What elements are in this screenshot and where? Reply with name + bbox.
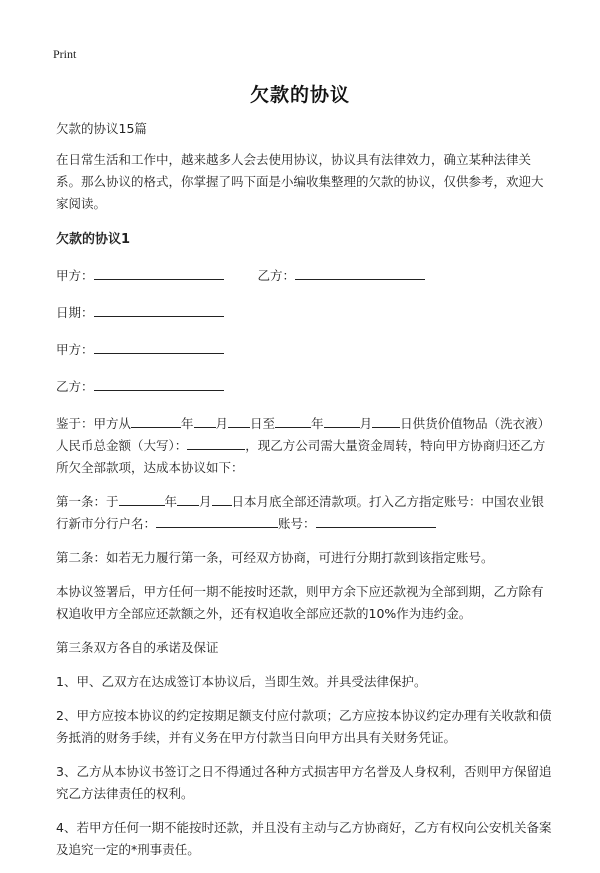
whereas-text-8: ，现乙方公司需大量资金周转，特向甲方协商归还乙方所欠全部款项，达成本协议如下： bbox=[56, 438, 546, 475]
party-b-label: 乙方： bbox=[257, 268, 296, 283]
article-1-text-4: 日本月底全部还清款项。打入乙方指定账号：中国农业银行新市分行户名： bbox=[56, 494, 545, 531]
end-year-blank bbox=[275, 413, 311, 428]
start-year-blank bbox=[131, 413, 181, 428]
list-item: 2、甲方应按本协议的约定按期足额支付应付款项；乙方应按本协议约定办理有关收款和债务抵消的财务手续，并有义务在甲方付款当日向甲方出具有关财务凭证。 bbox=[56, 708, 552, 745]
account-name-blank bbox=[156, 513, 278, 528]
section-heading: 欠款的协议1 bbox=[56, 232, 131, 247]
party-a-blank bbox=[94, 265, 224, 280]
article-1-text-1: 第一条：于 bbox=[56, 494, 119, 509]
whereas-text-7: 日供货价值物品（洗衣液）人民币总金额（大写）： bbox=[56, 416, 551, 453]
whereas-paragraph bbox=[56, 413, 552, 479]
whereas-text-6: 月 bbox=[359, 416, 373, 431]
print-link[interactable]: Print bbox=[53, 47, 77, 61]
party-a-field-line bbox=[56, 339, 552, 361]
account-number-blank bbox=[316, 513, 436, 528]
article-1-text-3: 月 bbox=[199, 494, 212, 509]
payoff-day-blank bbox=[212, 491, 232, 506]
date-blank bbox=[94, 302, 224, 317]
intro-paragraph: 在日常生活和工作中，越来越多人会去使用协议，协议具有法律效力，确立某种法律关系。那么协议的格式，你掌握了吗下面是小编收集整理的欠款的协议，仅供参考，欢迎大家阅读。 bbox=[56, 152, 544, 211]
start-day-blank bbox=[228, 413, 250, 428]
article-2-paragraph: 第二条：如若无力履行第一条，可经双方协商，可进行分期打款到该指定账号。 bbox=[56, 550, 494, 565]
document-body bbox=[56, 118, 552, 873]
party-a-label-2: 甲方： bbox=[56, 342, 94, 357]
list-item: 1、甲、乙双方在达成签订本协议后，当即生效。并具受法律保护。 bbox=[56, 674, 427, 689]
whereas-text-4: 日至 bbox=[250, 416, 276, 431]
party-b-blank-2 bbox=[94, 376, 224, 391]
article-1-text-2: 年 bbox=[164, 494, 178, 509]
party-b-field-line bbox=[56, 376, 552, 398]
article-1-paragraph bbox=[56, 491, 552, 535]
default-clause-paragraph: 本协议签署后，甲方任何一期不能按时还款，则甲方余下应还款视为全部到期，乙方除有权追收甲方全部应还款额之外，还有权追收全部应还款的10%作为违约金。 bbox=[56, 584, 544, 621]
party-a-blank-2 bbox=[94, 339, 224, 354]
whereas-text-3: 月 bbox=[215, 416, 229, 431]
whereas-text-1: 鉴于：甲方从 bbox=[56, 416, 132, 431]
list-item: 4、若甲方任何一期不能按时还款，并且没有主动与乙方协商好，乙方有权向公安机关备案及追究一定的*刑事责任。 bbox=[56, 820, 552, 857]
date-field-line bbox=[56, 302, 552, 324]
date-label: 日期： bbox=[56, 305, 94, 320]
party-b-blank bbox=[295, 265, 425, 280]
party-a-label: 甲方： bbox=[56, 268, 94, 283]
article-1-text-5: 账号： bbox=[278, 516, 316, 531]
list-item: 3、乙方从本协议书签订之日不得通过各种方式损害甲方名誉及人身权利，否则甲方保留追究乙方法律责任的权利。 bbox=[56, 764, 552, 801]
end-day-blank bbox=[372, 413, 400, 428]
page-title: 欠款的协议 bbox=[249, 84, 350, 106]
payoff-month-blank bbox=[177, 491, 199, 506]
subtitle: 欠款的协议15篇 bbox=[56, 121, 147, 136]
start-month-blank bbox=[194, 413, 216, 428]
article-3-title: 第三条双方各自的承诺及保证 bbox=[56, 640, 219, 655]
whereas-text-5: 年 bbox=[311, 416, 324, 431]
whereas-text-2: 年 bbox=[181, 416, 194, 431]
payoff-year-blank bbox=[119, 491, 165, 506]
end-month-blank bbox=[324, 413, 360, 428]
amount-blank bbox=[187, 435, 245, 450]
party-fields-line bbox=[56, 265, 552, 287]
party-b-label-2: 乙方： bbox=[56, 379, 94, 394]
